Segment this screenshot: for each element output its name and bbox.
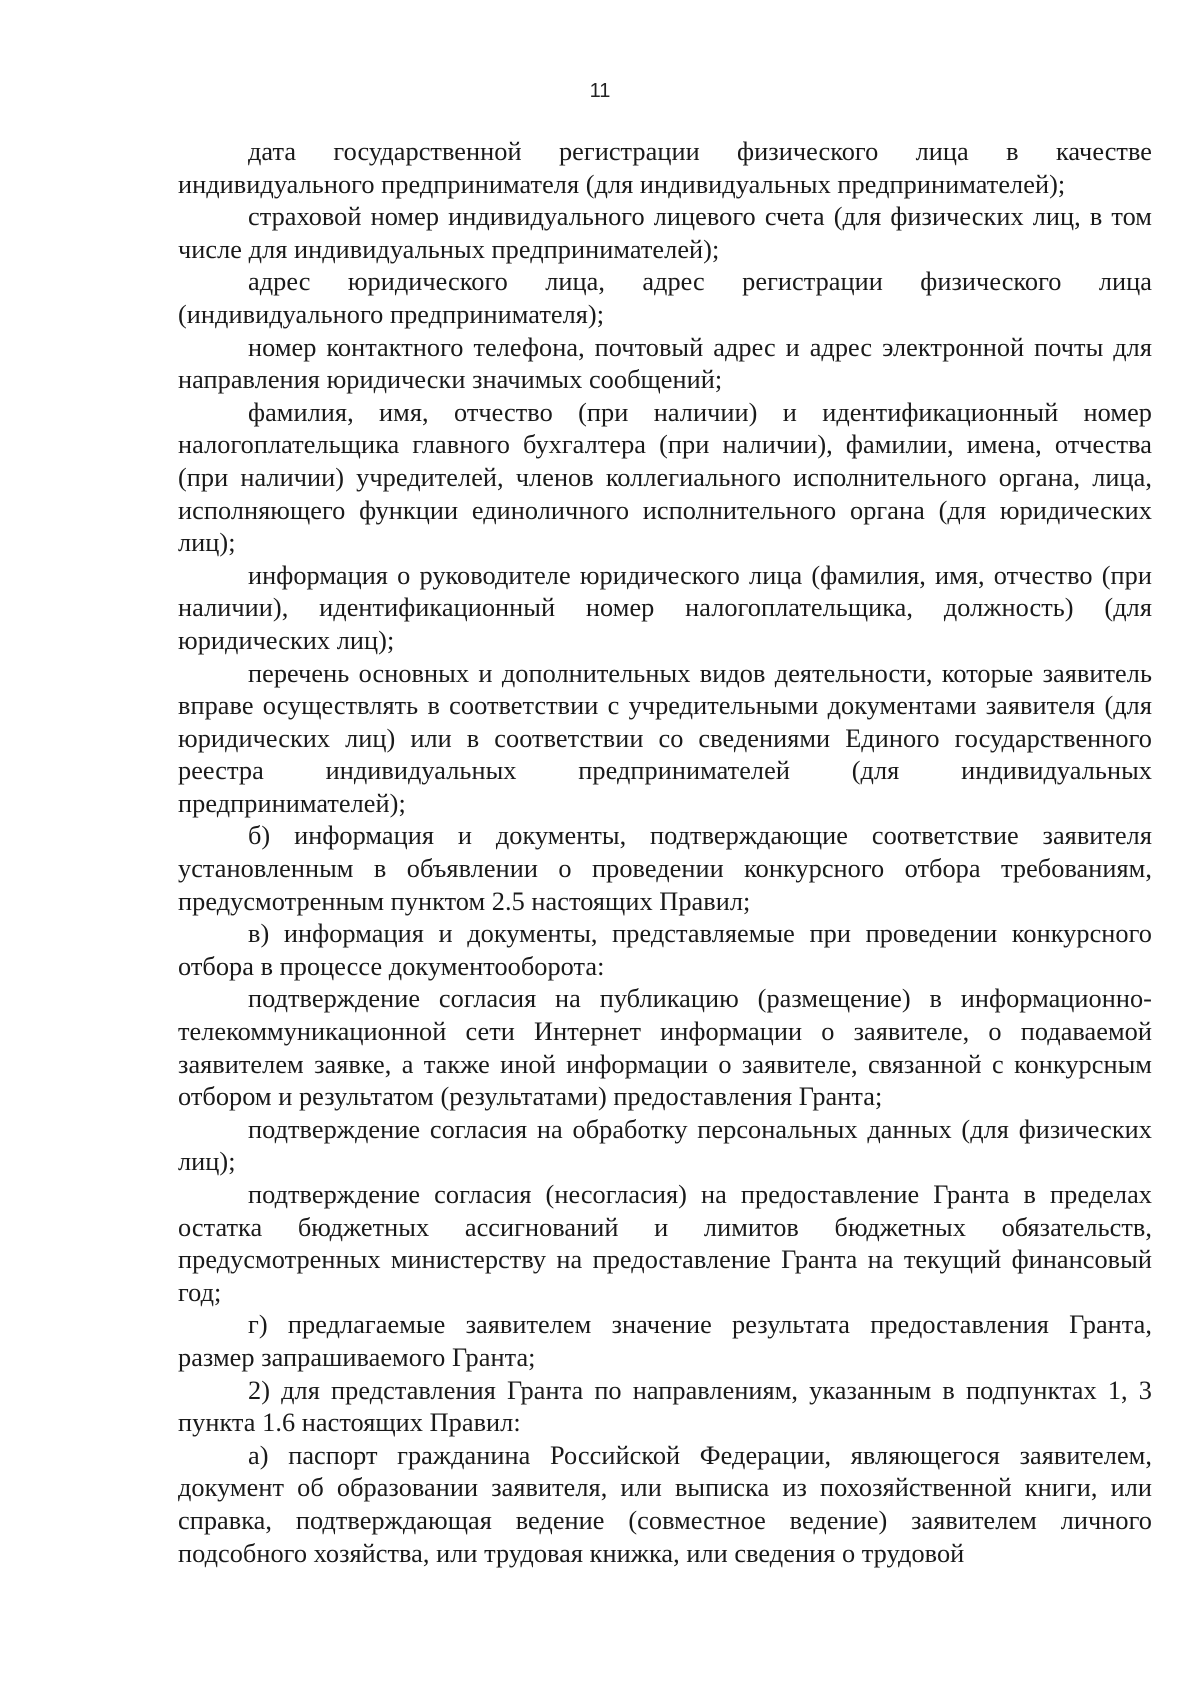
paragraph-item-g: г) предлагаемые заявителем значение результата предоставления Гранта, размер запрашиваемого Гранта; bbox=[178, 1310, 1152, 1372]
paragraph-item-2: 2) для представления Гранта по направлениям, указанным в подпунктах 1, 3 пункта 1.6 настоящих Правил: bbox=[178, 1375, 1152, 1438]
paragraph-publication-consent: подтверждение согласия на публикацию (размещение) в информационно-телекоммуникационной сети Интернет информации о заявителе, о подаваемой заявителем заявке, а также иной информации о заявителе, связанной с конкурсным отбором и результатом (результатами) предоставления Гранта; bbox=[178, 984, 1152, 1112]
paragraph-chief-accountant: фамилия, имя, отчество (при наличии) и идентификационный номер налогоплательщика главного бухгалтера (при наличии), фамилии, имена, отчества (при наличии) учредителей, членов коллегиального исполнительного органа, лица, исполняющего функции единоличного исполнительного органа (для юридических лиц); bbox=[178, 397, 1152, 558]
paragraph-address: адрес юридического лица, адрес регистрации физического лица (индивидуального предпринимателя); bbox=[178, 267, 1152, 329]
paragraph-registration-date: дата государственной регистрации физического лица в качестве индивидуального предпринимателя (для индивидуальных предпринимателей); bbox=[178, 137, 1152, 199]
paragraph-insurance-number: страховой номер индивидуального лицевого счета (для физических лиц, в том числе для индивидуальных предпринимателей); bbox=[178, 202, 1152, 264]
page-number: 11 bbox=[589, 80, 611, 102]
paragraph-personal-data-consent: подтверждение согласия на обработку персональных данных (для физических лиц); bbox=[178, 1114, 1152, 1177]
paragraph-activity-types: перечень основных и дополнительных видов деятельности, которые заявитель вправе осуществлять в соответствии с учредительными документами заявителя (для юридических лиц) или в соответствии со сведениями Единого государственного реестра индивидуальных предпринимателей (для индивидуальных предпринимателей); bbox=[178, 658, 1152, 818]
document-body bbox=[178, 136, 1152, 1570]
paragraph-budget-consent: подтверждение согласия (несогласия) на предоставление Гранта в пределах остатка бюджетных ассигнований и лимитов бюджетных обязательств, предусмотренных министерству на предоставление Гранта на текущий финансовый год; bbox=[178, 1180, 1152, 1307]
paragraph-head-info: информация о руководителе юридического лица (фамилия, имя, отчество (при наличии), идентификационный номер налогоплательщика, должность) (для юридических лиц); bbox=[178, 560, 1152, 655]
paragraph-item-v: в) информация и документы, представляемые при проведении конкурсного отбора в процессе документооборота: bbox=[178, 919, 1152, 981]
paragraph-item-b: б) информация и документы, подтверждающие соответствие заявителя установленным в объявлении о проведении конкурсного отбора требованиям, предусмотренным пунктом 2.5 настоящих Правил; bbox=[178, 821, 1152, 916]
paragraph-contact-phone: номер контактного телефона, почтовый адрес и адрес электронной почты для направления юридически значимых сообщений; bbox=[178, 332, 1152, 395]
paragraph-item-a-passport: а) паспорт гражданина Российской Федерации, являющегося заявителем, документ об образовании заявителя, или выписка из похозяйственной книги, или справка, подтверждающая ведение (совместное ведение) заявителем личного подсобного хозяйства, или трудовая книжка, или сведения о трудовой bbox=[178, 1440, 1152, 1568]
